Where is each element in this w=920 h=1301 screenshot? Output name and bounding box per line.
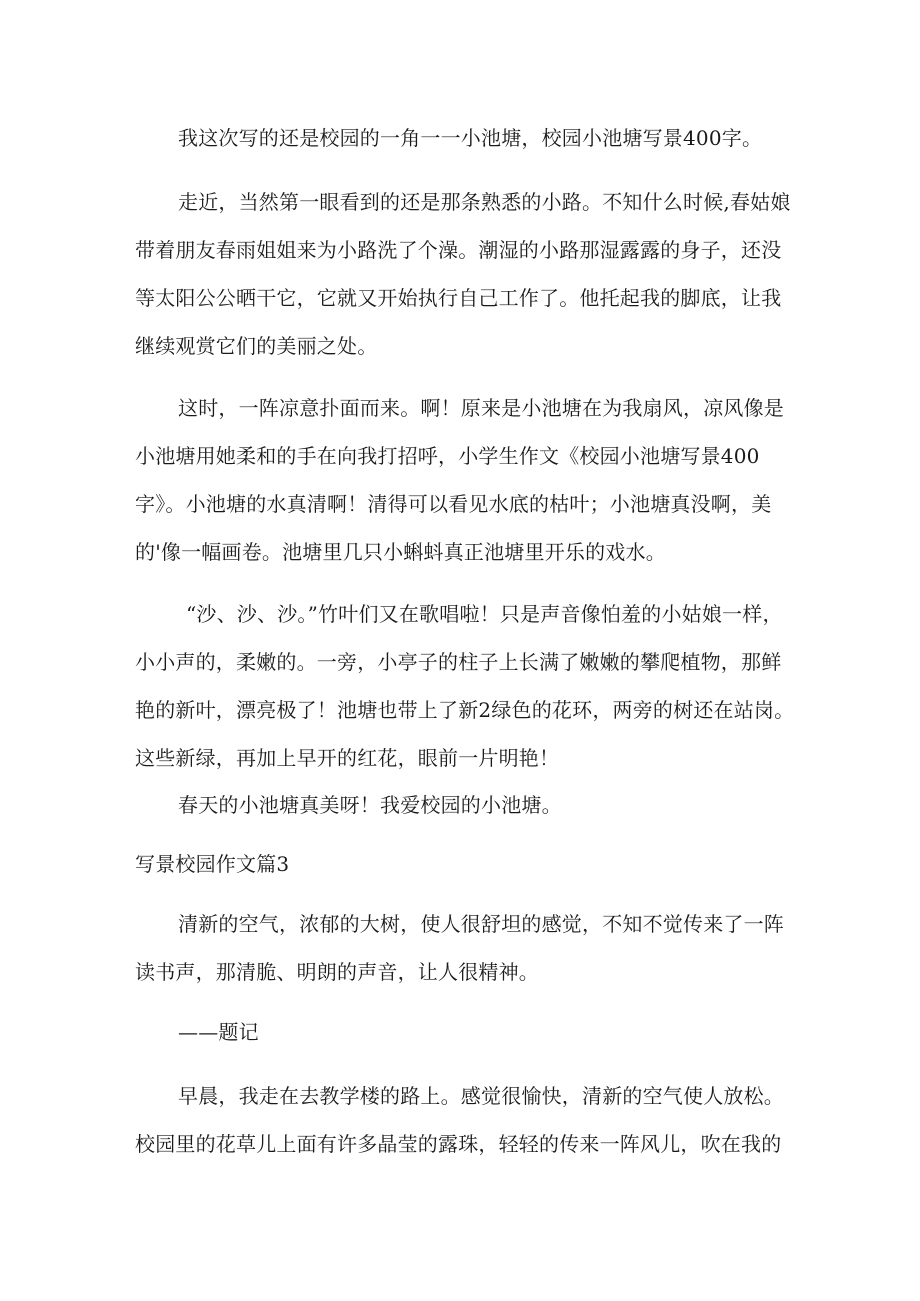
- paragraph-line: “沙、沙、沙。”竹叶们又在歌唱啦！只是声音像怕羞的小姑娘一样，: [186, 602, 783, 626]
- paragraph-line: 校园里的花草儿上面有许多晶莹的露珠，轻轻的传来一阵风儿，吹在我的: [135, 1132, 782, 1156]
- paragraph-line: 的'像一幅画卷。池塘里几只小蝌蚪真正池塘里开乐的戏水。: [135, 540, 666, 564]
- paragraph-line: 春天的小池塘真美呀！我爱校园的小池塘。: [178, 793, 562, 817]
- paragraph-line: 这时，一阵凉意扑面而来。啊！原来是小池塘在为我扇风，凉风像是: [178, 396, 784, 420]
- paragraph-line: 早晨，我走在去教学楼的路上。感觉很愉快，清新的空气使人放松。: [178, 1084, 784, 1108]
- paragraph-line: 艳的新叶，漂亮极了！池塘也带上了新2绿色的花环，两旁的树还在站岗。: [135, 698, 795, 722]
- epigraph-label: ——题记: [178, 1020, 259, 1044]
- section-heading: 写景校园作文篇3: [135, 852, 290, 876]
- paragraph-line: 清新的空气，浓郁的大树，使人很舒坦的感觉，不知不觉传来了一阵: [178, 912, 784, 936]
- paragraph-line: 我这次写的还是校园的一角一一小池塘，校园小池塘写景400字。: [178, 126, 763, 150]
- paragraph-line: 字》。小池塘的水真清啊！清得可以看见水底的枯叶；小池塘真没啊，美: [135, 492, 772, 516]
- paragraph-line: 继续观赏它们的美丽之处。: [135, 334, 378, 358]
- paragraph-line: 读书声，那清脆、明朗的声音，让人很精神。: [135, 960, 539, 984]
- paragraph-line: 带着朋友春雨姐姐来为小路洗了个澡。潮湿的小路那湿露露的身子，还没: [135, 238, 782, 262]
- paragraph-line: 小池塘用她柔和的手在向我打招呼，小学生作文《校园小池塘写景400: [135, 444, 760, 468]
- paragraph-line: 走近，当然第一眼看到的还是那条熟悉的小路。不知什么时候,春姑娘: [178, 190, 791, 214]
- paragraph-line: 小小声的，柔嫩的。一旁，小亭子的柱子上长满了嫩嫩的攀爬植物，那鲜: [135, 650, 782, 674]
- paragraph-line: 等太阳公公晒干它，它就又开始执行自己工作了。他托起我的脚底，让我: [135, 286, 782, 310]
- paragraph-line: 这些新绿，再加上早开的红花，眼前一片明艳！: [135, 746, 560, 770]
